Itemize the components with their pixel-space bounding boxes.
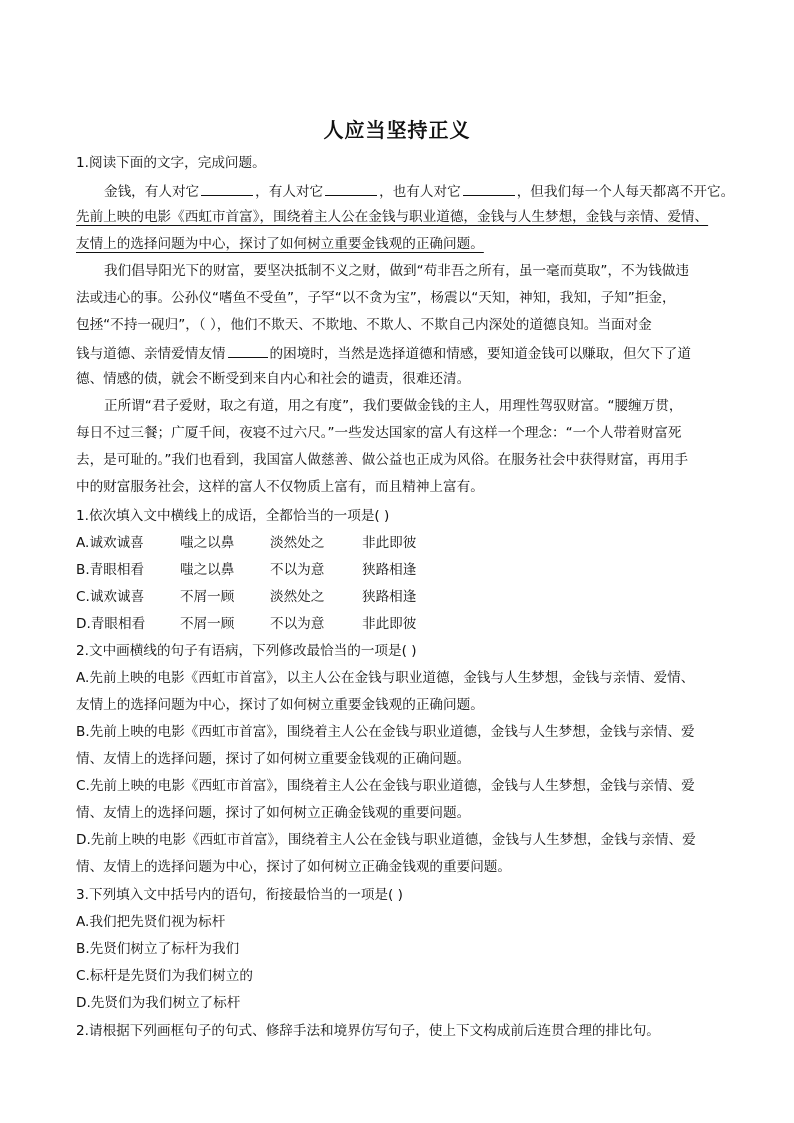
passage-paragraph-2-line-4 — [76, 343, 691, 363]
option-word: 非此即彼 — [362, 535, 417, 551]
passage-paragraph-1 — [104, 181, 734, 201]
question-3-stem: 3.下列填入文中括号内的语句，衔接最恰当的一项是( ) — [76, 887, 403, 903]
option-word: A.诚欢诚喜 — [76, 535, 144, 551]
question-3-option-d: D.先贤们为我们树立了标杆 — [76, 995, 241, 1011]
question-2-option-a-line-2: 友情上的选择问题为中心，探讨了如何树立重要金钱观的正确问题。 — [76, 697, 484, 713]
option-word: 不以为意 — [270, 562, 325, 578]
passage-paragraph-3-line-1: 正所谓“君子爱财，取之有道，用之有度”，我们要做金钱的主人，用理性驾驭财富。“腰缠万贯， — [104, 398, 683, 414]
passage-paragraph-2-line-5: 德、情感的债，就会不断受到来自内心和社会的谴责，很难还清。 — [76, 371, 471, 387]
question-2-option-c-line-1: C.先前上映的电影《西虹市首富》，围绕着主人公在金钱与职业道德，金钱与人生梦想，金钱与亲情、爱 — [76, 778, 695, 794]
option-word: 嗤之以鼻 — [180, 535, 235, 551]
passage-paragraph-3-line-4: 中的财富服务社会，这样的富人不仅物质上富有，而且精神上富有。 — [76, 479, 484, 495]
passage-paragraph-2-line-3: 包拯“不持一砚归”，（ ），他们不欺天、不欺地、不欺人、不欺自己内深处的道德良知。当面对金 — [76, 317, 652, 333]
question-2-option-a-line-1: A.先前上映的电影《西虹市首富》，以主人公在金钱与职业道德，金钱与人生梦想，金钱与亲情、爱情、 — [76, 670, 695, 686]
option-word: 淡然处之 — [270, 535, 325, 551]
question-2-option-b-line-2: 情、友情上的选择问题，探讨了如何树立重要金钱观的正确问题。 — [76, 751, 471, 767]
option-word: 不屑一顾 — [180, 616, 235, 632]
question-2-option-d-line-1: D.先前上映的电影《西虹市首富》，围绕着主人公在金钱与职业道德，金钱与人生梦想，金钱与亲情、爱 — [76, 832, 696, 848]
passage-paragraph-3-line-3: 去，是可耻的。”我们也看到，我国富人做慈善、做公益也正成为风俗。在服务社会中获得财富，再用手 — [76, 452, 688, 468]
fill-blank-4 — [228, 343, 268, 358]
passage-text: 金钱，有人对它 — [104, 184, 200, 200]
fill-blank-1 — [201, 181, 253, 196]
option-word: 不以为意 — [270, 616, 325, 632]
option-word: 淡然处之 — [270, 589, 325, 605]
question-2-stem: 2.文中画横线的句子有语病，下列修改最恰当的一项是( ) — [76, 643, 417, 659]
option-word: 不屑一顾 — [180, 589, 235, 605]
option-word: 非此即彼 — [362, 616, 417, 632]
passage-paragraph-2-line-1: 我们倡导阳光下的财富，要坚决抵制不义之财，做到“苟非吾之所有，虽一毫而莫取”，不为钱做违 — [104, 263, 690, 279]
option-word: D.青眼相看 — [76, 616, 146, 632]
question-2-option-b-line-1: B.先前上映的电影《西虹市首富》，围绕着主人公在金钱与职业道德，金钱与人生梦想，金钱与亲情、爱 — [76, 724, 695, 740]
question-3-option-c: C.标杆是先贤们为我们树立的 — [76, 968, 253, 984]
passage-paragraph-3-line-2: 每日不过三餐；广厦千间，夜寝不过六尺。”一些发达国家的富人有这样一个理念：“一个人带着财富死 — [76, 425, 682, 441]
option-word: C.诚欢诚喜 — [76, 589, 145, 605]
question-1-stem: 1.依次填入文中横线上的成语，全都恰当的一项是( ) — [76, 508, 390, 524]
option-word: 狭路相逢 — [362, 589, 417, 605]
page-title: 人应当坚持正义 — [323, 118, 471, 142]
underlined-sentence-line-2: 友情上的选择问题为中心，探讨了如何树立重要金钱观的正确问题。 — [76, 236, 484, 252]
passage-text: ，但我们每一个人每天都离不开它。 — [516, 184, 735, 200]
passage-text: ，也有人对它 — [379, 184, 461, 200]
question-3-option-a: A.我们把先贤们视为标杆 — [76, 914, 226, 930]
section-intro: 1.阅读下面的文字，完成问题。 — [76, 155, 266, 171]
passage-text: 的困境时，当然是选择道德和情感，要知道金钱可以赚取，但欠下了道 — [269, 346, 691, 362]
question-4-stem: 2.请根据下列画框句子的句式、修辞手法和境界仿写句子，使上下文构成前后连贯合理的排比句。 — [76, 1023, 660, 1039]
underlined-sentence-line-1: 先前上映的电影《西虹市首富》，围绕着主人公在金钱与职业道德，金钱与人生梦想，金钱与亲情、爱情、 — [76, 209, 709, 225]
question-2-option-d-line-2: 情、友情上的选择问题为中心，探讨了如何树立正确金钱观的重要问题。 — [76, 859, 511, 875]
fill-blank-2 — [325, 181, 377, 196]
question-3-option-b: B.先贤们树立了标杆为我们 — [76, 941, 240, 957]
option-word: B.青眼相看 — [76, 562, 145, 578]
option-word: 嗤之以鼻 — [180, 562, 235, 578]
question-2-option-c-line-2: 情、友情上的选择问题，探讨了如何树立正确金钱观的重要问题。 — [76, 805, 471, 821]
passage-text: ，有人对它 — [255, 184, 324, 200]
option-word: 狭路相逢 — [362, 562, 417, 578]
passage-text: 钱与道德、亲情爱情友情 — [76, 346, 226, 362]
passage-paragraph-2-line-2: 法或违心的事。公孙仪“嗜鱼不受鱼”，子罕“以不贪为宝”，杨震以“天知，神知，我知，子知”拒金， — [76, 290, 676, 306]
fill-blank-3 — [463, 181, 515, 196]
